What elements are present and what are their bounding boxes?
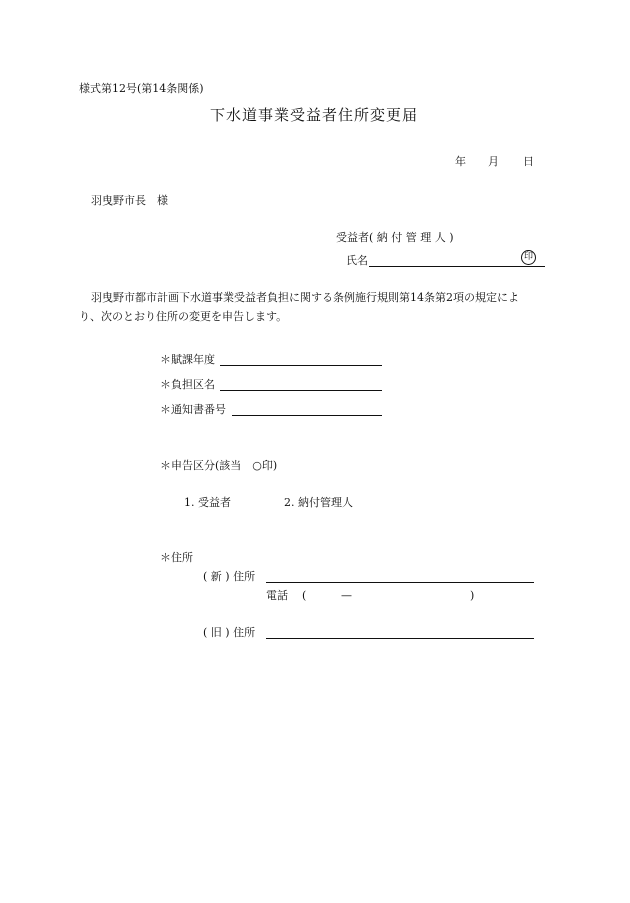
phone-close-paren: ) (470, 589, 475, 602)
applicant-name-field[interactable] (369, 266, 545, 267)
phone-label: 電話 (266, 589, 288, 602)
tax-year-label: ＊賦課年度 (160, 353, 215, 366)
new-address-label: ( 新 ) 住所 (203, 570, 256, 583)
date-month-label: 月 (488, 155, 499, 168)
notice-number-field[interactable] (232, 415, 382, 416)
addressee: 羽曳野市長 様 (91, 194, 168, 207)
date-year-label: 年 (455, 155, 466, 168)
phone-open-paren: ( (302, 589, 307, 602)
body-text-line1: 羽曳野市都市計画下水道事業受益者負担に関する条例施行規則第14条第2項の規定によ (91, 291, 519, 304)
category-option-beneficiary[interactable]: 1. 受益者 (184, 496, 231, 509)
old-address-label: ( 旧 ) 住所 (203, 626, 256, 639)
burden-area-label: ＊負担区名 (160, 378, 215, 391)
category-label: ＊申告区分(該当 ○印) (160, 459, 278, 472)
phone-dash: — (341, 589, 352, 602)
notice-number-label: ＊通知書番号 (160, 403, 226, 416)
category-option-payment-manager[interactable]: 2. 納付管理人 (284, 496, 353, 509)
applicant-name-label: 氏名 (346, 254, 368, 267)
applicant-role-label: 受益者( 納 付 管 理 人 ) (336, 231, 454, 244)
body-text-line2: り、次のとおり住所の変更を申告します。 (79, 310, 288, 323)
seal-mark: 印 (521, 250, 536, 265)
address-label: ＊住所 (160, 551, 193, 564)
old-address-field[interactable] (266, 638, 534, 639)
date-day-label: 日 (523, 155, 534, 168)
form-title: 下水道事業受益者住所変更届 (210, 106, 419, 124)
tax-year-field[interactable] (220, 365, 382, 366)
form-number: 様式第12号(第14条関係) (79, 82, 204, 95)
new-address-field[interactable] (266, 582, 534, 583)
burden-area-field[interactable] (220, 390, 382, 391)
